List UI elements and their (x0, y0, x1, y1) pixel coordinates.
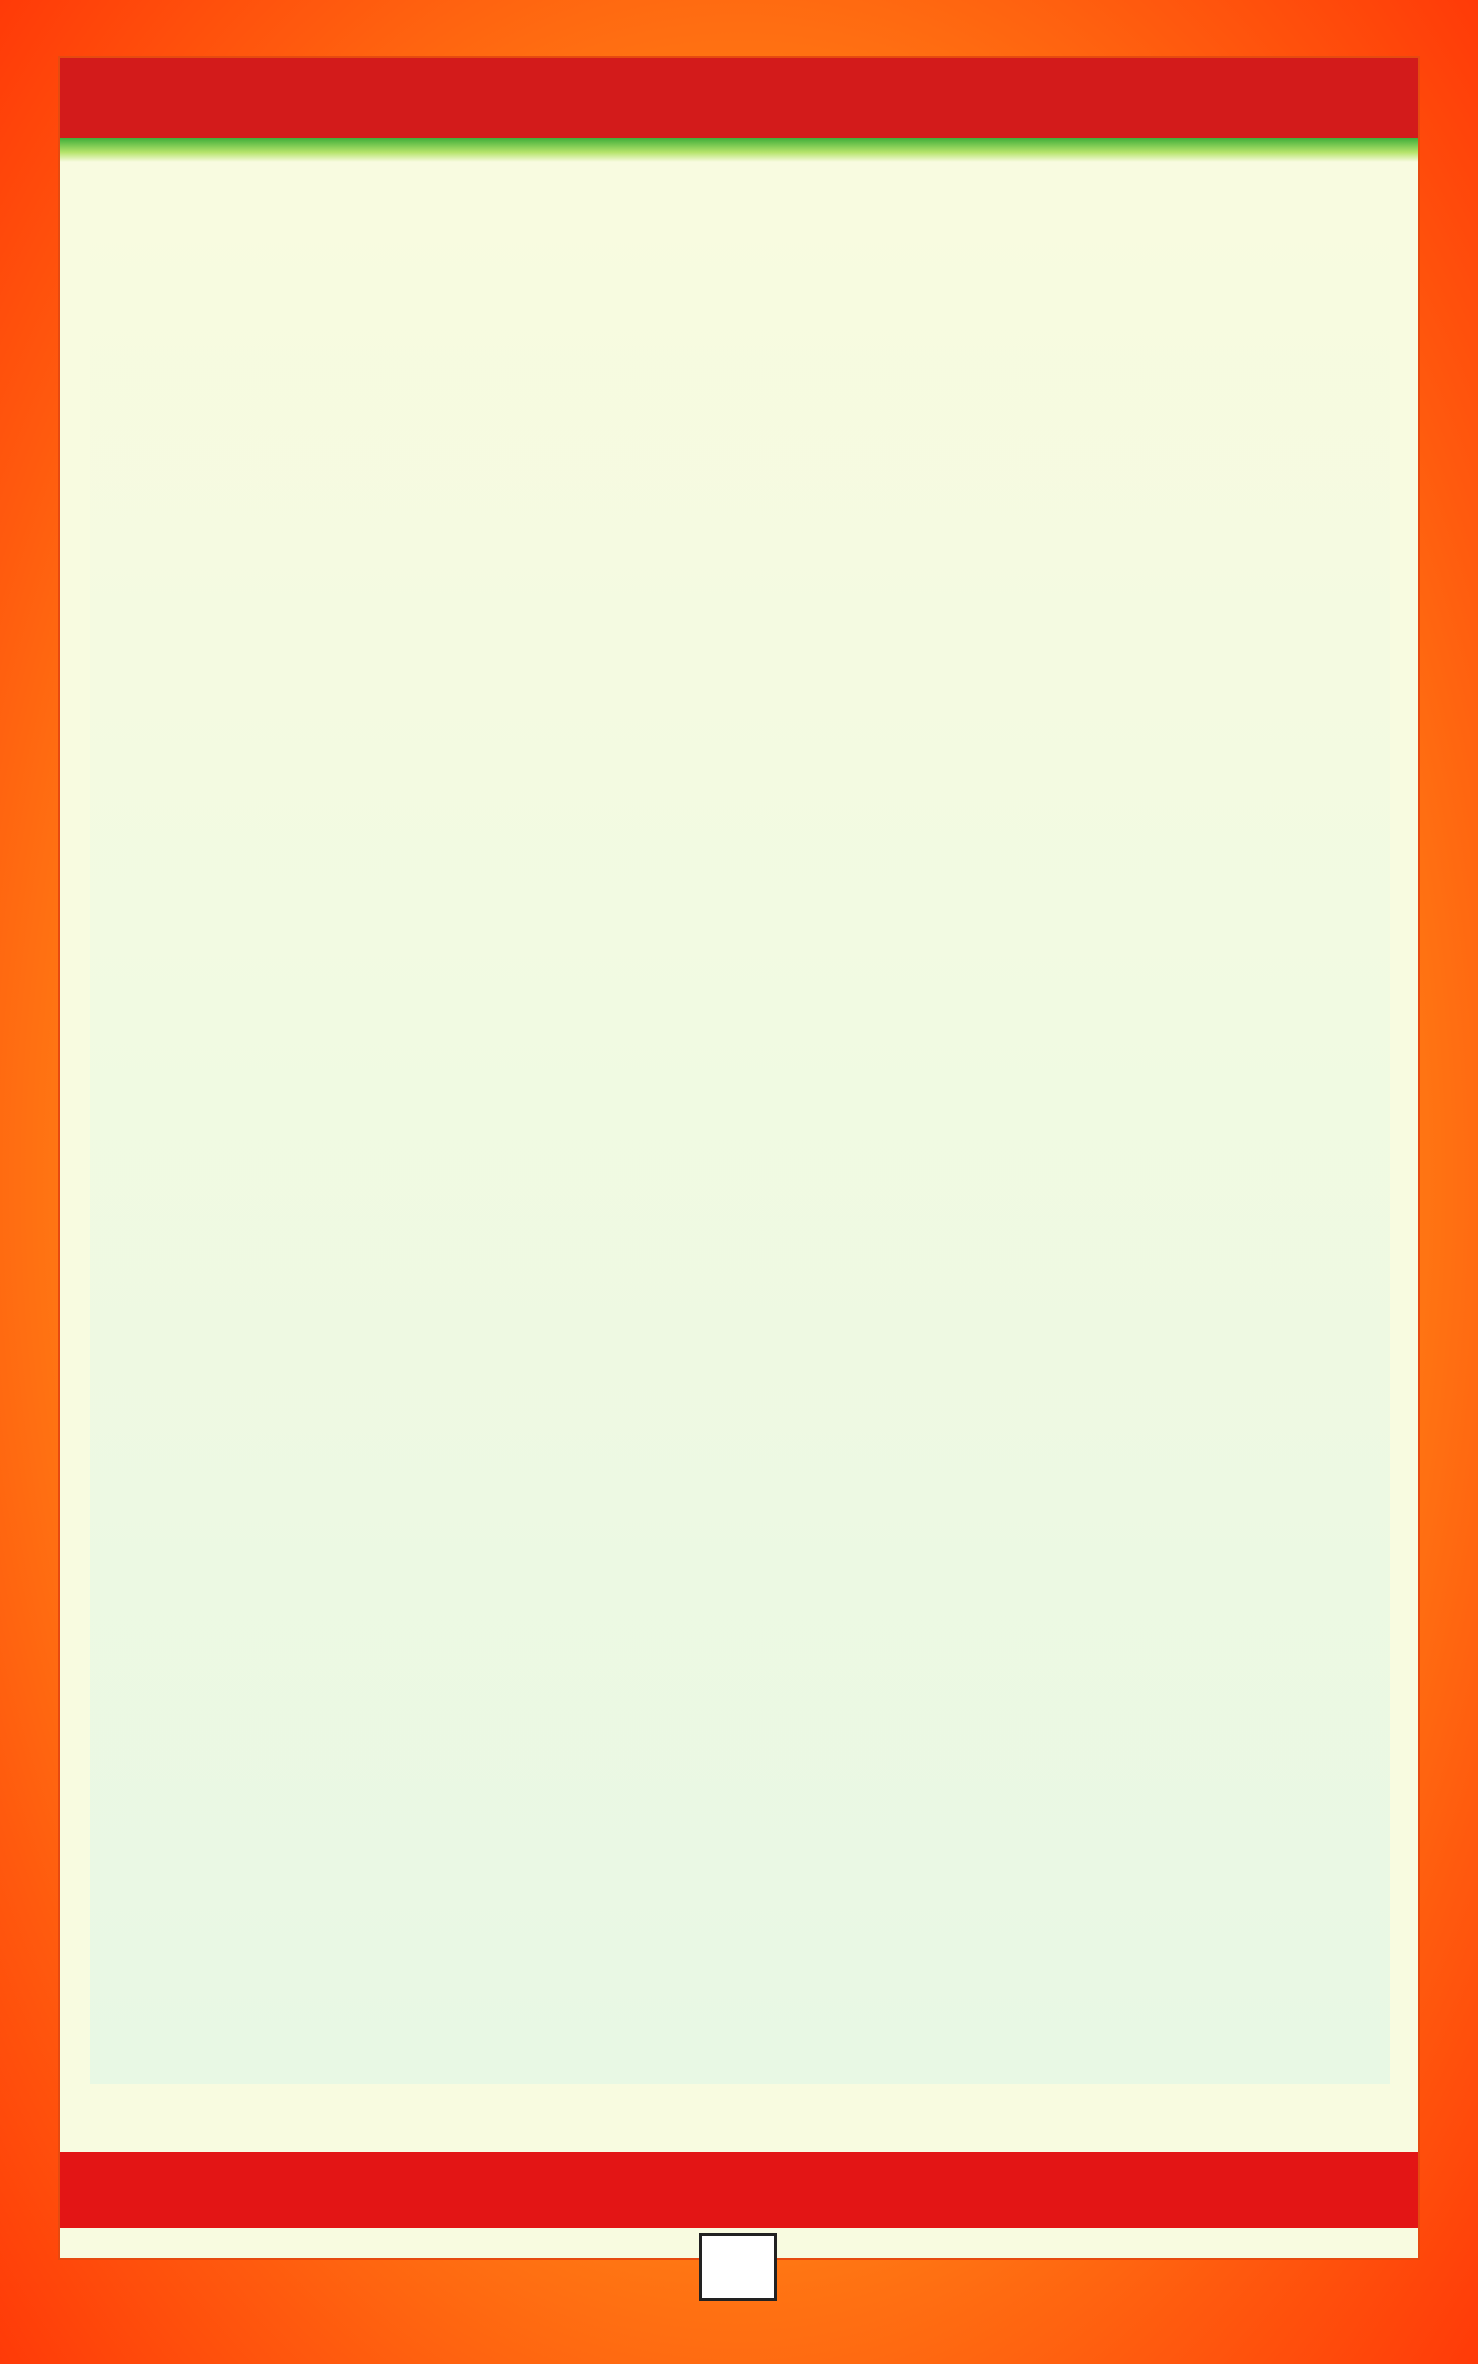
spacer (90, 1210, 1390, 1296)
text-line (90, 1850, 1390, 1928)
text-line (90, 1772, 1390, 1850)
section-heading (90, 898, 1390, 976)
section-heading (90, 1296, 1390, 1374)
text-line (90, 492, 1390, 570)
spacer (90, 1608, 1390, 1694)
top-decorative-border (60, 58, 1418, 138)
text-line (90, 1374, 1390, 1452)
section-heading (90, 180, 1390, 258)
page-number (699, 2233, 777, 2301)
text-line (90, 1132, 1390, 1210)
text-line (90, 2006, 1390, 2084)
text-line (90, 734, 1390, 812)
spacer (90, 570, 1390, 656)
footer-banner (60, 2152, 1418, 2228)
text-line (90, 258, 1390, 336)
text-line (90, 336, 1390, 414)
text-line (90, 656, 1390, 734)
section-heading (90, 1694, 1390, 1772)
text-line (90, 1928, 1390, 2006)
spacer (90, 812, 1390, 898)
text-line (90, 976, 1390, 1054)
green-divider (60, 138, 1418, 162)
text-line (90, 1452, 1390, 1530)
content-area (90, 180, 1390, 2084)
text-line (90, 1530, 1390, 1608)
text-line (90, 1054, 1390, 1132)
text-line (90, 414, 1390, 492)
